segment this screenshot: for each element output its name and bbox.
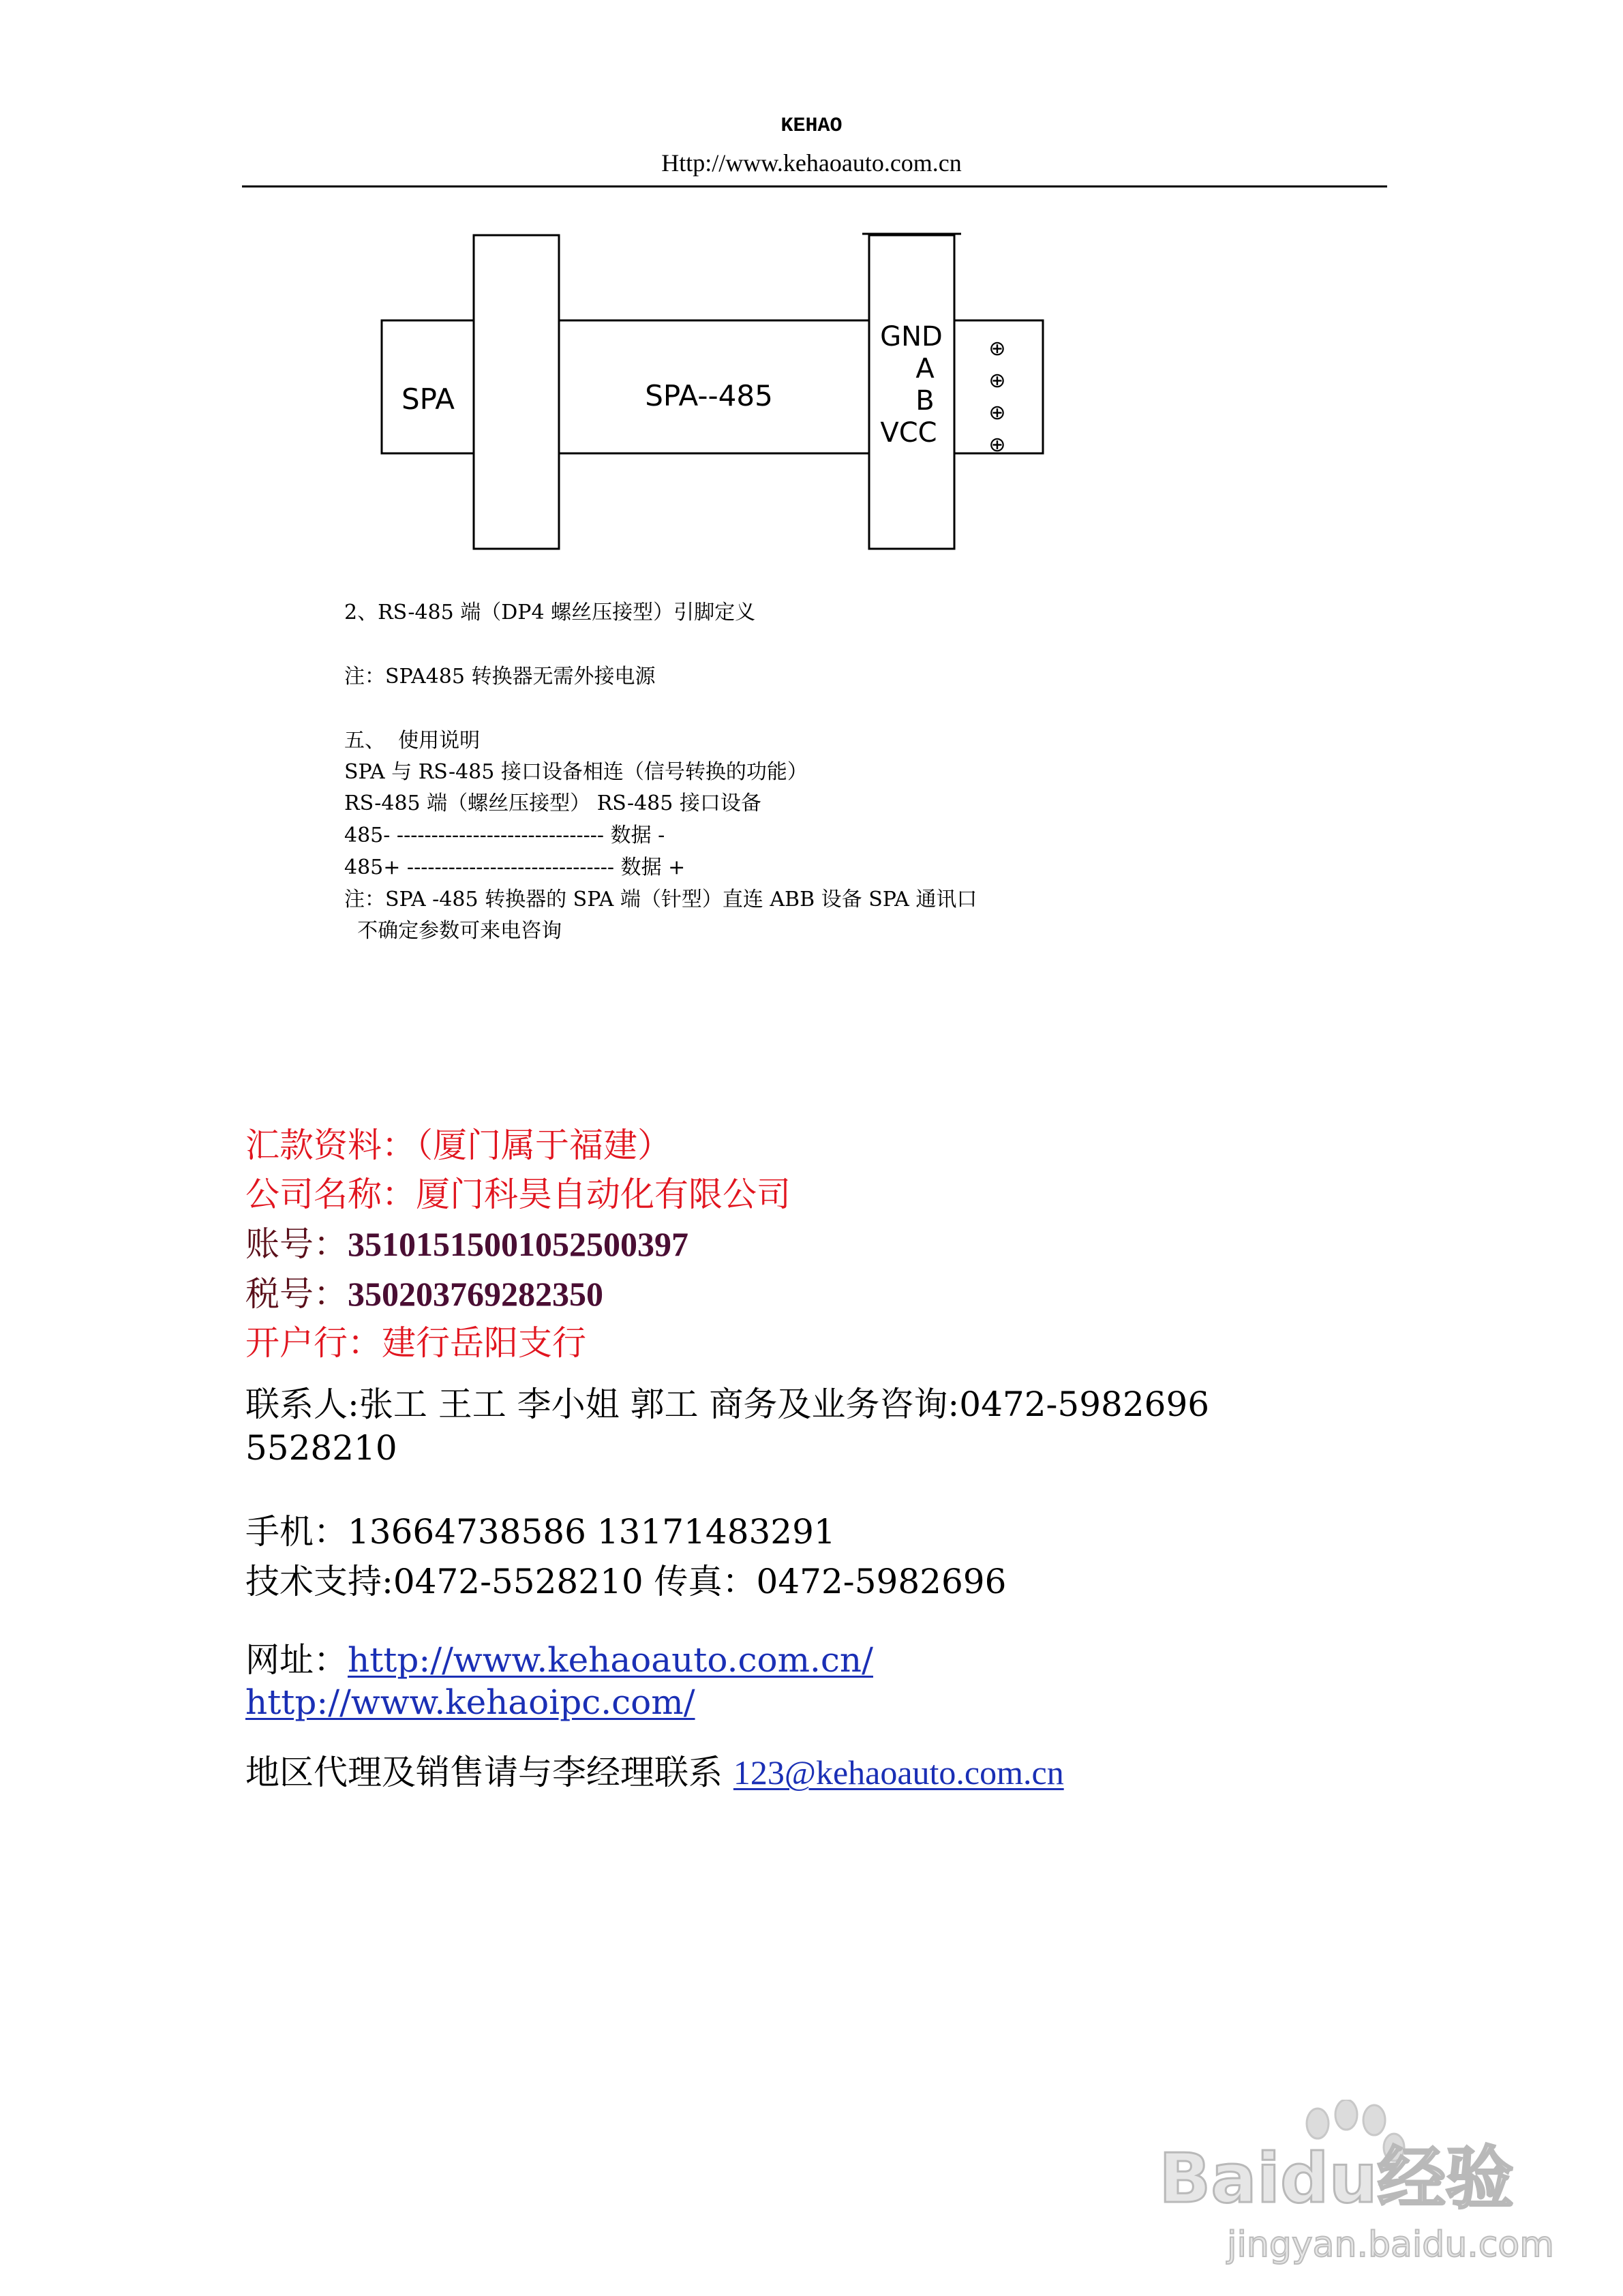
usage-section-title: 五、 使用说明 bbox=[344, 729, 481, 753]
account-line bbox=[245, 1217, 688, 1266]
pin-definition-note: 2、RS-485 端（DP4 螺丝压接型）引脚定义 bbox=[344, 601, 756, 624]
usage-line-1: SPA 与 RS-485 接口设备相连（信号转换的功能） bbox=[344, 760, 808, 784]
screw-terminal-icon: ⊕ bbox=[988, 401, 1006, 425]
spa-485-diagram bbox=[368, 225, 1063, 559]
spa-label: SPA bbox=[401, 382, 455, 416]
wiring-plus: 485+ ------------------------------ 数据 + bbox=[344, 856, 686, 879]
header-title: KEHAO bbox=[780, 115, 843, 138]
bank-line: 开户行：建行岳阳支行 bbox=[245, 1323, 586, 1363]
payment-heading: 汇款资料：（厦门属于福建） bbox=[245, 1126, 671, 1165]
left-plug-block bbox=[474, 235, 559, 549]
watermark-brand: Baidu经验 bbox=[1159, 2139, 1514, 2218]
mobile-line: 手机：13664738586 13171483291 bbox=[245, 1512, 836, 1552]
wiring-minus: 485- ------------------------------ 数据 - bbox=[344, 824, 665, 847]
watermark-domain: jingyan.baidu.com bbox=[1227, 2224, 1554, 2265]
support-line: 技术支持:0472-5528210 传真：0472-5982696 bbox=[245, 1562, 1007, 1601]
baidu-watermark bbox=[1145, 2100, 1561, 2270]
pin-a-label: A bbox=[915, 353, 935, 384]
header-url: Http://www.kehaoauto.com.cn bbox=[661, 149, 962, 177]
account-number: 35101515001052500397 bbox=[348, 1225, 688, 1263]
agent-email-link[interactable]: 123@kehaoauto.com.cn bbox=[733, 1753, 1064, 1792]
power-note: 注：SPA485 转换器无需外接电源 bbox=[344, 665, 656, 689]
usage-line-2: RS-485 端（螺丝压接型） RS-485 接口设备 bbox=[344, 791, 761, 815]
screw-terminal-icon: ⊕ bbox=[988, 369, 1006, 393]
company-name: 公司名称：厦门科昊自动化有限公司 bbox=[245, 1175, 791, 1214]
website-line bbox=[245, 1633, 873, 1682]
screw-terminal-icon: ⊕ bbox=[988, 337, 1006, 361]
pin-vcc-label: VCC bbox=[880, 417, 937, 449]
header-divider bbox=[242, 185, 1387, 187]
converter-label: SPA--485 bbox=[645, 379, 773, 412]
agent-text: 地区代理及销售请与李经理联系 bbox=[245, 1753, 733, 1792]
pin-gnd-label: GND bbox=[880, 321, 943, 352]
direct-connect-note: 注：SPA -485 转换器的 SPA 端（针型）直连 ABB 设备 SPA 通讯口 bbox=[344, 888, 977, 911]
screw-terminal-icon: ⊕ bbox=[988, 433, 1006, 457]
website-link-1[interactable]: http://www.kehaoauto.com.cn/ bbox=[348, 1640, 873, 1680]
consult-note: 不确定参数可来电咨询 bbox=[344, 919, 562, 943]
contact-line-2: 5528210 bbox=[245, 1428, 397, 1468]
account-label: 账号： bbox=[245, 1224, 348, 1264]
website-label: 网址： bbox=[245, 1640, 348, 1680]
contact-line-1: 联系人:张工 王工 李小姐 郭工 商务及业务咨询:0472-5982696 bbox=[245, 1385, 1210, 1424]
pin-b-label: B bbox=[915, 385, 935, 417]
website-line-2 bbox=[245, 1682, 695, 1722]
tax-label: 税号： bbox=[245, 1274, 348, 1314]
terminal-block bbox=[869, 235, 954, 549]
tax-line bbox=[245, 1267, 603, 1316]
website-link-2[interactable]: http://www.kehaoipc.com/ bbox=[245, 1682, 695, 1722]
agent-line bbox=[245, 1745, 1064, 1794]
tax-number: 350203769282350 bbox=[348, 1275, 603, 1313]
